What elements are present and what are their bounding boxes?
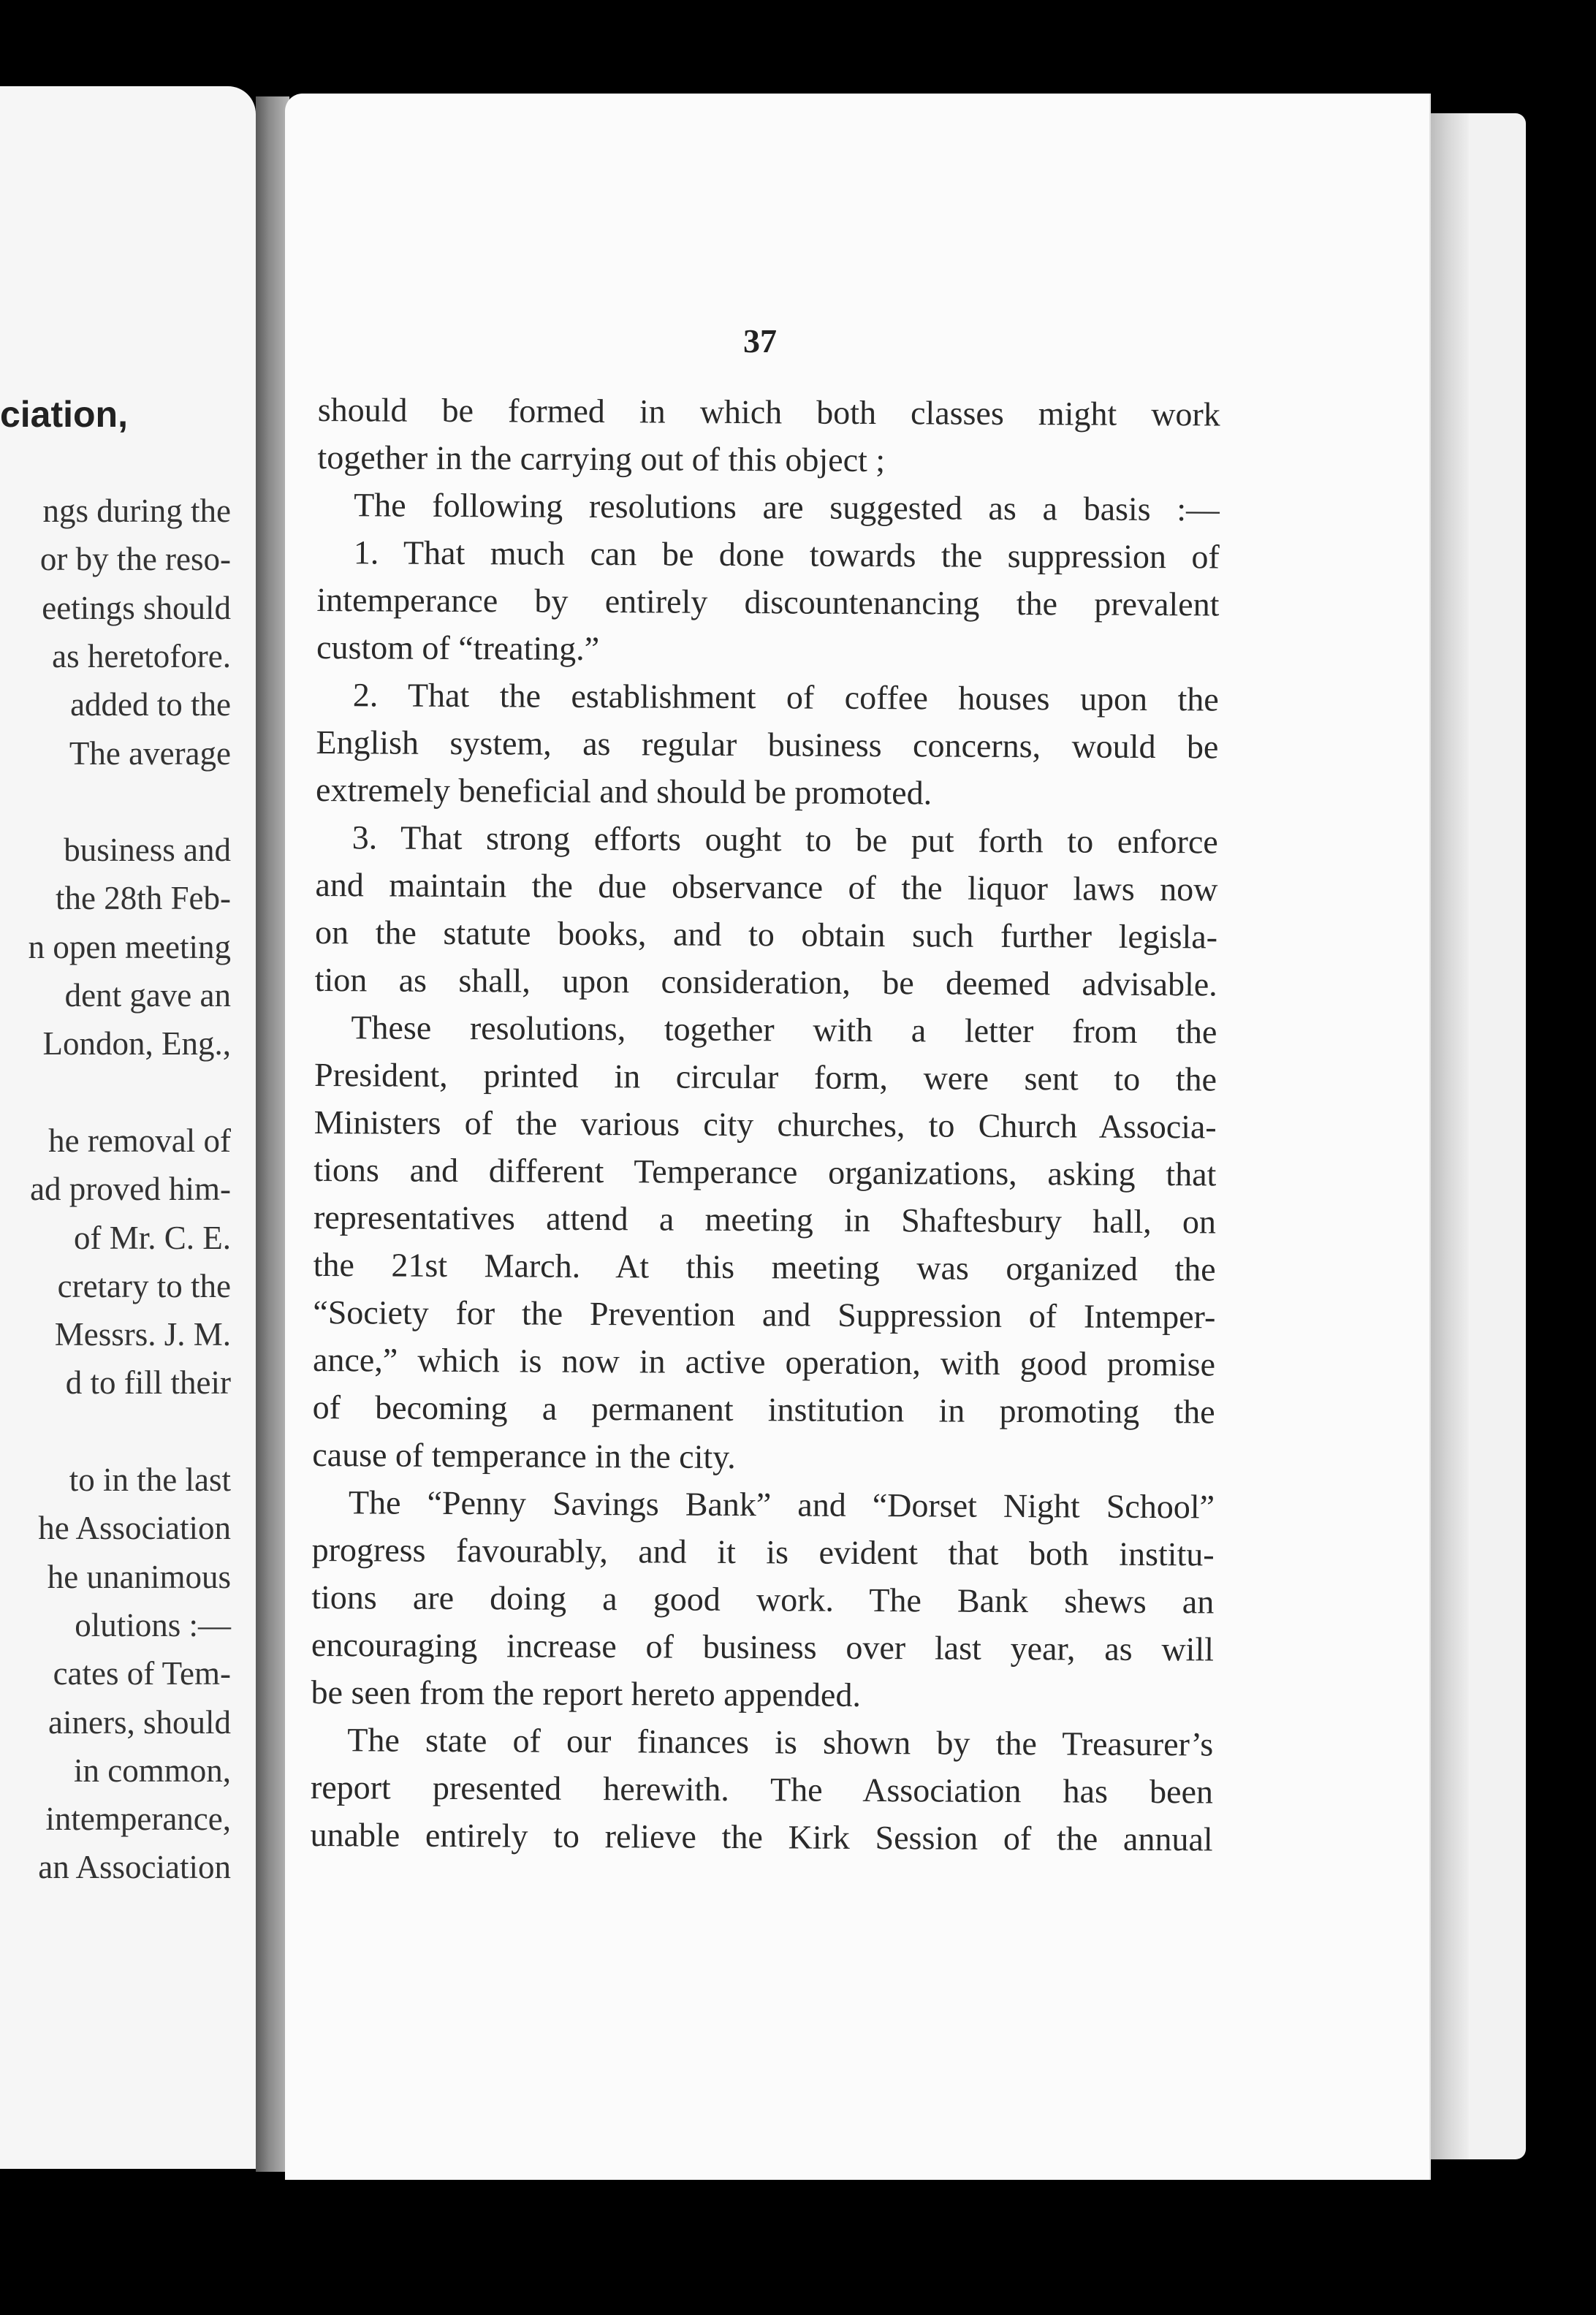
left-page-line: intemperance,: [45, 1801, 231, 1838]
page-edges: [1418, 113, 1526, 2159]
left-page-heading: ciation,: [0, 394, 128, 435]
text-line: of becoming a permanent institution in promoting the: [312, 1388, 1215, 1431]
text-line: progress favourably, and it is evident that both institu-: [311, 1530, 1215, 1573]
left-page-line: as heretofore.: [52, 637, 231, 674]
page-body-text: [310, 386, 1220, 1863]
left-page-line: he removal of: [48, 1122, 231, 1159]
text-line: encouraging increase of business over last year, as will: [311, 1625, 1215, 1668]
left-page-line: an Association: [38, 1849, 231, 1886]
left-page-line: n open meeting: [28, 928, 231, 965]
text-line: custom of “treating.”: [316, 628, 600, 668]
left-page-line: to in the last: [69, 1461, 231, 1498]
text-line: cause of temperance in the city.: [312, 1435, 736, 1476]
text-line: The “Penny Savings Bank” and “Dorset Night School”: [348, 1483, 1215, 1526]
text-line: together in the carrying out of this object ;: [317, 438, 886, 479]
left-page-line: business and: [64, 832, 231, 869]
text-line: The state of our finances is shown by the Treasurer’s: [347, 1721, 1214, 1763]
left-page-line: the 28th Feb-: [56, 880, 231, 917]
text-line: The following resolutions are suggested as a basis :—: [354, 486, 1220, 528]
left-page-line: eetings should: [42, 589, 231, 626]
left-page-line: he unanimous: [47, 1558, 231, 1595]
text-line: intemperance by entirely discountenancing the prevalent: [316, 580, 1220, 623]
left-page-line: ngs during the: [42, 493, 231, 529]
left-page-line: he Association: [38, 1510, 231, 1547]
text-line: and maintain the due observance of the liquor laws now: [315, 865, 1218, 908]
text-line: “Society for the Prevention and Suppression of Intemper-: [313, 1293, 1216, 1336]
left-page-line: olutions :—: [75, 1606, 231, 1643]
left-page-line: of Mr. C. E.: [73, 1219, 231, 1256]
left-page-line: London, Eng.,: [42, 1025, 231, 1063]
text-line: tions are doing a good work. The Bank shews an: [311, 1578, 1215, 1621]
text-line: 2. That the establishment of coffee houses upon the: [352, 676, 1219, 718]
left-page-line: Messrs. J. M.: [54, 1316, 231, 1353]
text-line: the 21st March. At this meeting was organized the: [313, 1245, 1216, 1288]
text-line: 3. That strong efforts ought to be put forth to enforce: [352, 818, 1218, 861]
text-line: These resolutions, together with a letter from the: [351, 1008, 1217, 1051]
left-page-line: dent gave an: [64, 977, 231, 1014]
text-line: 1. That much can be done towards the suppression of: [353, 533, 1220, 576]
text-line: tion as shall, upon consideration, be deemed advisable.: [314, 960, 1217, 1003]
left-page-line: cates of Tem-: [53, 1655, 231, 1692]
text-line: Ministers of the various city churches, to Church Associa-: [314, 1103, 1217, 1146]
text-line: should be formed in which both classes might work: [317, 390, 1220, 433]
left-page-line: in common,: [74, 1752, 231, 1789]
left-page-line: The average: [69, 734, 231, 772]
text-line: be seen from the report hereto appended.: [311, 1673, 862, 1714]
text-line: ance,” which is now in active operation, with good promise: [312, 1340, 1216, 1383]
left-page: [0, 86, 256, 2169]
book-page: [285, 94, 1429, 2180]
page-number: 37: [743, 322, 777, 360]
text-line: unable entirely to relieve the Kirk Session of the annual: [310, 1815, 1213, 1858]
text-line: on the statute books, and to obtain such further legisla-: [314, 913, 1218, 956]
left-page-line: added to the: [70, 686, 231, 723]
text-line: extremely beneficial and should be promoted.: [315, 770, 932, 812]
text-line: report presented herewith. The Association has been: [310, 1768, 1214, 1811]
left-page-line: cretary to the: [57, 1267, 231, 1304]
left-page-line: or by the reso-: [39, 541, 231, 578]
text-line: tions and different Temperance organizations, asking that: [314, 1150, 1217, 1193]
left-page-line: ad proved him-: [30, 1171, 231, 1208]
left-page-line: ainers, should: [48, 1703, 231, 1741]
left-page-line: d to fill their: [65, 1364, 231, 1402]
text-line: English system, as regular business concerns, would be: [316, 723, 1219, 766]
text-line: representatives attend a meeting in Shaftesbury hall, on: [313, 1198, 1217, 1241]
text-line: President, printed in circular form, were sent to the: [314, 1055, 1217, 1098]
